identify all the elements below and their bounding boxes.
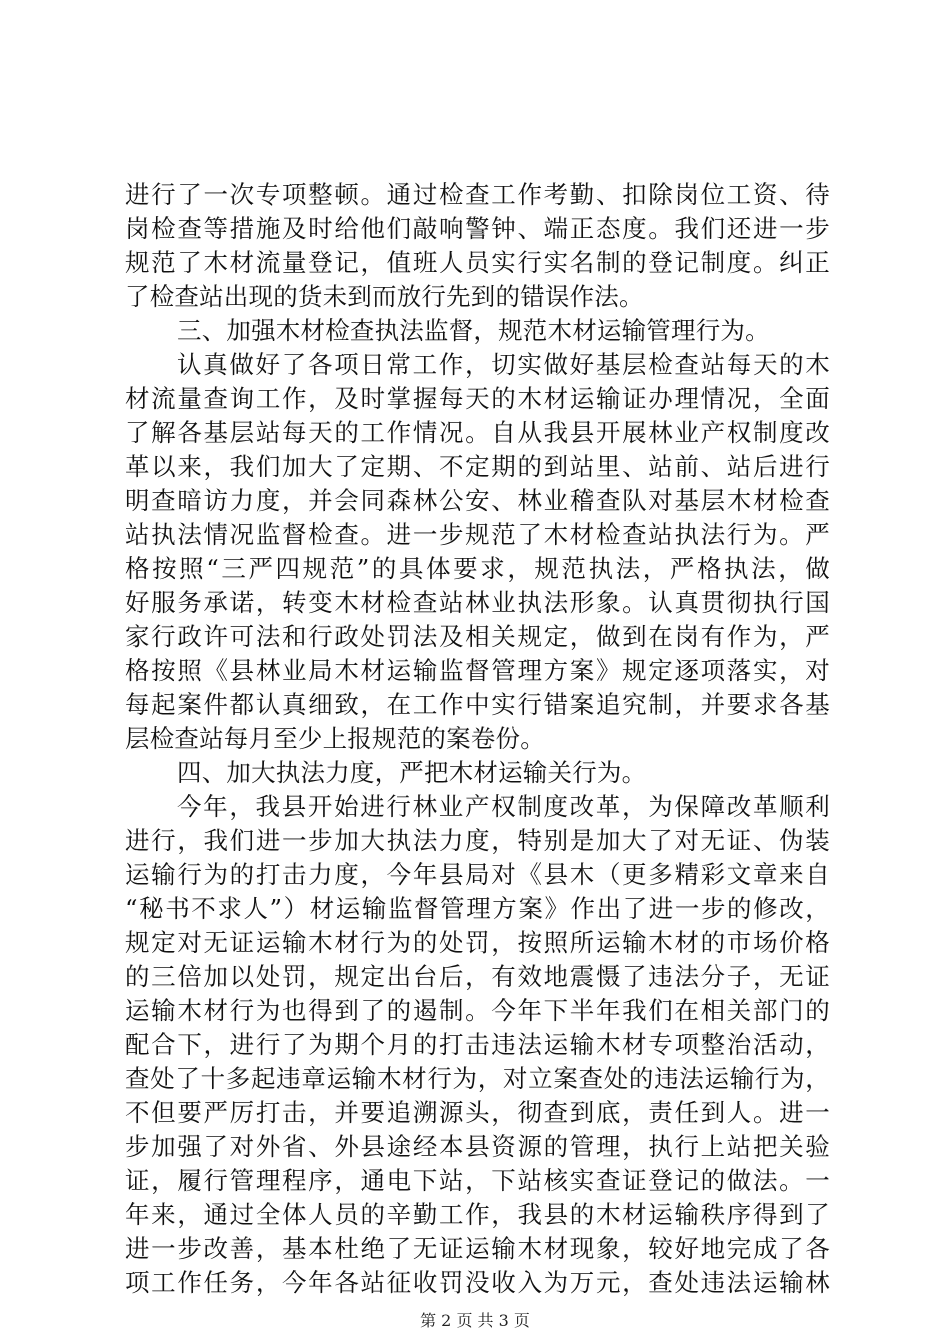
text-line: 每起案件都认真细致，在工作中实行错案追究制，并要求各基 <box>125 690 830 719</box>
page-number-footer: 第 2 页 共 3 页 <box>420 1311 530 1330</box>
text-line: 了解各基层站每天的工作情况。自从我县开展林业产权制度改 <box>125 418 830 447</box>
text-line: “秘书不求人”）材运输监督管理方案》作出了进一步的修改， <box>125 894 830 923</box>
text-line: 进行了一次专项整顿。通过检查工作考勤、扣除岗位工资、待 <box>125 180 830 209</box>
text-line: 运输行为的打击力度，今年县局对《县木（更多精彩文章来自 <box>125 860 830 889</box>
text-line: 项工作任务，今年各站征收罚没收入为万元，查处违法运输林 <box>125 1268 830 1297</box>
section-heading: 三、加强木材检查执法监督，规范木材运输管理行为。 <box>177 316 770 345</box>
text-line: 革以来，我们加大了定期、不定期的到站里、站前、站后进行 <box>125 452 830 481</box>
text-line: 年来，通过全体人员的辛勤工作，我县的木材运输秩序得到了 <box>125 1200 830 1229</box>
text-line: 了检查站出现的货未到而放行先到的错误作法。 <box>125 282 644 311</box>
text-line: 不但要严厉打击，并要追溯源头，彻查到底，责任到人。进一 <box>125 1098 830 1127</box>
text-line: 步加强了对外省、外县途经本县资源的管理，执行上站把关验 <box>125 1132 830 1161</box>
text-line: 今年，我县开始进行林业产权制度改革，为保障改革顺利 <box>177 792 830 821</box>
text-line: 材流量查询工作，及时掌握每天的木材运输证办理情况，全面 <box>125 384 830 413</box>
text-line: 认真做好了各项日常工作，切实做好基层检查站每天的木 <box>177 350 830 379</box>
text-line: 层检查站每月至少上报规范的案卷份。 <box>125 724 545 753</box>
text-line: 明查暗访力度，并会同森林公安、林业稽查队对基层木材检查 <box>125 486 830 515</box>
text-line: 格按照《县林业局木材运输监督管理方案》规定逐项落实，对 <box>125 656 830 685</box>
text-line: 站执法情况监督检查。进一步规范了木材检查站执法行为。严 <box>125 520 830 549</box>
section-heading: 四、加大执法力度，严把木材运输关行为。 <box>177 758 647 787</box>
text-line: 配合下，进行了为期个月的打击违法运输木材专项整治活动， <box>125 1030 830 1059</box>
text-line: 进行，我们进一步加大执法力度，特别是加大了对无证、伪装 <box>125 826 830 855</box>
text-line: 家行政许可法和行政处罚法及相关规定，做到在岗有作为，严 <box>125 622 830 651</box>
text-line: 岗检查等措施及时给他们敲响警钟、端正态度。我们还进一步 <box>125 214 830 243</box>
text-line: 好服务承诺，转变木材检查站林业执法形象。认真贯彻执行国 <box>125 588 830 617</box>
text-line: 证，履行管理程序，通电下站，下站核实查证登记的做法。一 <box>125 1166 830 1195</box>
text-line: 运输木材行为也得到了的遏制。今年下半年我们在相关部门的 <box>125 996 830 1025</box>
text-line: 进一步改善，基本杜绝了无证运输木材现象，较好地完成了各 <box>125 1234 830 1263</box>
text-line: 格按照“三严四规范”的具体要求，规范执法，严格执法，做 <box>125 554 830 583</box>
text-line: 的三倍加以处罚，规定出台后，有效地震慑了违法分子，无证 <box>125 962 830 991</box>
text-line: 查处了十多起违章运输木材行为，对立案查处的违法运输行为， <box>125 1064 830 1093</box>
text-line: 规范了木材流量登记，值班人员实行实名制的登记制度。纠正 <box>125 248 830 277</box>
text-line: 规定对无证运输木材行为的处罚，按照所运输木材的市场价格 <box>125 928 830 957</box>
